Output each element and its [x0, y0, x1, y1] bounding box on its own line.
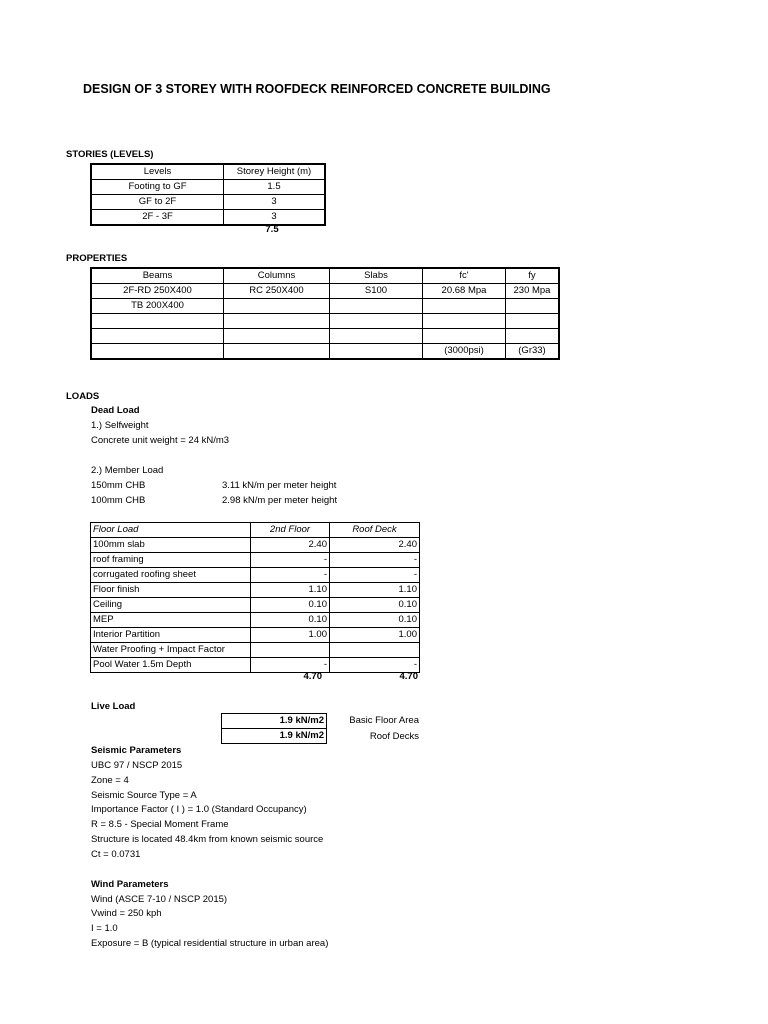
floor-row-label: Interior Partition [91, 628, 251, 643]
seismic-line: UBC 97 / NSCP 2015 [91, 760, 183, 771]
stories-header-levels: Levels [91, 164, 224, 180]
floor-row-2f: 1.00 [251, 628, 330, 643]
prop-fy: 230 Mpa [506, 284, 560, 299]
prop-column: RC 250X400 [224, 284, 330, 299]
stories-total: 7.5 [265, 224, 279, 235]
floor-row-2f: 0.10 [251, 613, 330, 628]
wind-line: Exposure = B (typical residential structure in urban area) [91, 938, 329, 949]
floor-row-rd: - [330, 568, 420, 583]
seismic-line: Structure is located 48.4km from known seismic source [91, 834, 324, 845]
floor-row-label: MEP [91, 613, 251, 628]
prop-header-fy: fy [506, 268, 560, 284]
loads-heading: LOADS [66, 391, 100, 402]
prop-header-slabs: Slabs [330, 268, 423, 284]
floor-row-2f: - [251, 658, 330, 673]
stories-height: 3 [224, 210, 326, 226]
floor-row-label: corrugated roofing sheet [91, 568, 251, 583]
wind-line: I = 1.0 [91, 923, 118, 934]
chb-name: 100mm CHB [91, 495, 146, 506]
live-load-label: Roof Decks [369, 731, 419, 742]
floor-row-rd: 0.10 [330, 613, 420, 628]
floor-total-2f: 4.70 [303, 671, 322, 682]
seismic-line: Importance Factor ( I ) = 1.0 (Standard Occupancy) [91, 804, 307, 815]
floor-row-2f: 0.10 [251, 598, 330, 613]
prop-slab: S100 [330, 284, 423, 299]
chb-value: 3.11 kN/m per meter height [222, 480, 337, 491]
prop-fc: 20.68 Mpa [423, 284, 506, 299]
floor-row-rd: - [330, 553, 420, 568]
floor-row-label: Ceiling [91, 598, 251, 613]
floor-row-2f: - [251, 568, 330, 583]
chb-value: 2.98 kN/m per meter height [222, 495, 338, 506]
prop-header-fc: fc' [423, 268, 506, 284]
floor-row-rd: 1.10 [330, 583, 420, 598]
floor-row-2f [251, 643, 330, 658]
floor-header-rd: Roof Deck [330, 523, 420, 538]
seismic-heading: Seismic Parameters [91, 745, 182, 756]
floor-row-label: Pool Water 1.5m Depth [91, 658, 251, 673]
live-load-value: 1.9 kN/m2 [222, 714, 327, 729]
prop-beam: TB 200X400 [91, 299, 224, 314]
seismic-line: Ct = 0.0731 [91, 849, 141, 860]
floor-row-rd: - [330, 658, 420, 673]
live-load-table [221, 713, 327, 744]
stories-height: 3 [224, 195, 326, 210]
live-load-value: 1.9 kN/m2 [222, 729, 327, 744]
floor-load-table [90, 522, 420, 673]
stories-heading: STORIES (LEVELS) [66, 149, 154, 160]
floor-row-2f: 2.40 [251, 538, 330, 553]
floor-row-label: 100mm slab [91, 538, 251, 553]
seismic-line: Zone = 4 [91, 775, 129, 786]
floor-row-rd [330, 643, 420, 658]
page-title: DESIGN OF 3 STOREY WITH ROOFDECK REINFORCED CONCRETE BUILDING [83, 82, 551, 96]
selfweight-label: 1.) Selfweight [91, 420, 149, 431]
stories-level: Footing to GF [91, 180, 224, 195]
prop-beam: 2F-RD 250X400 [91, 284, 224, 299]
stories-table [90, 163, 326, 226]
floor-row-label: Water Proofing + Impact Factor [91, 643, 251, 658]
properties-table [90, 267, 560, 360]
chb-name: 150mm CHB [91, 480, 146, 491]
member-load-label: 2.) Member Load [91, 465, 164, 476]
floor-row-2f: 1.10 [251, 583, 330, 598]
floor-row-label: Floor finish [91, 583, 251, 598]
stories-height: 1.5 [224, 180, 326, 195]
stories-level: 2F - 3F [91, 210, 224, 226]
floor-total-rd: 4.70 [399, 671, 418, 682]
floor-row-label: roof framing [91, 553, 251, 568]
floor-row-rd: 2.40 [330, 538, 420, 553]
stories-header-height: Storey Height (m) [224, 164, 326, 180]
seismic-line: R = 8.5 - Special Moment Frame [91, 819, 229, 830]
wind-line: Wind (ASCE 7-10 / NSCP 2015) [91, 894, 228, 905]
live-load-label: Basic Floor Area [349, 715, 419, 726]
floor-header-2f: 2nd Floor [251, 523, 330, 538]
concrete-weight: Concrete unit weight = 24 kN/m3 [91, 435, 230, 446]
wind-line: Vwind = 250 kph [91, 908, 162, 919]
seismic-line: Seismic Source Type = A [91, 790, 197, 801]
floor-header-label: Floor Load [91, 523, 251, 538]
prop-header-beams: Beams [91, 268, 224, 284]
dead-load-heading: Dead Load [91, 405, 140, 416]
prop-fc-psi: (3000psi) [423, 344, 506, 360]
floor-row-rd: 1.00 [330, 628, 420, 643]
floor-row-2f: - [251, 553, 330, 568]
prop-fy-grade: (Gr33) [506, 344, 560, 360]
wind-heading: Wind Parameters [91, 879, 169, 890]
live-load-heading: Live Load [91, 701, 136, 712]
floor-row-rd: 0.10 [330, 598, 420, 613]
properties-heading: PROPERTIES [66, 253, 128, 264]
prop-header-columns: Columns [224, 268, 330, 284]
stories-level: GF to 2F [91, 195, 224, 210]
